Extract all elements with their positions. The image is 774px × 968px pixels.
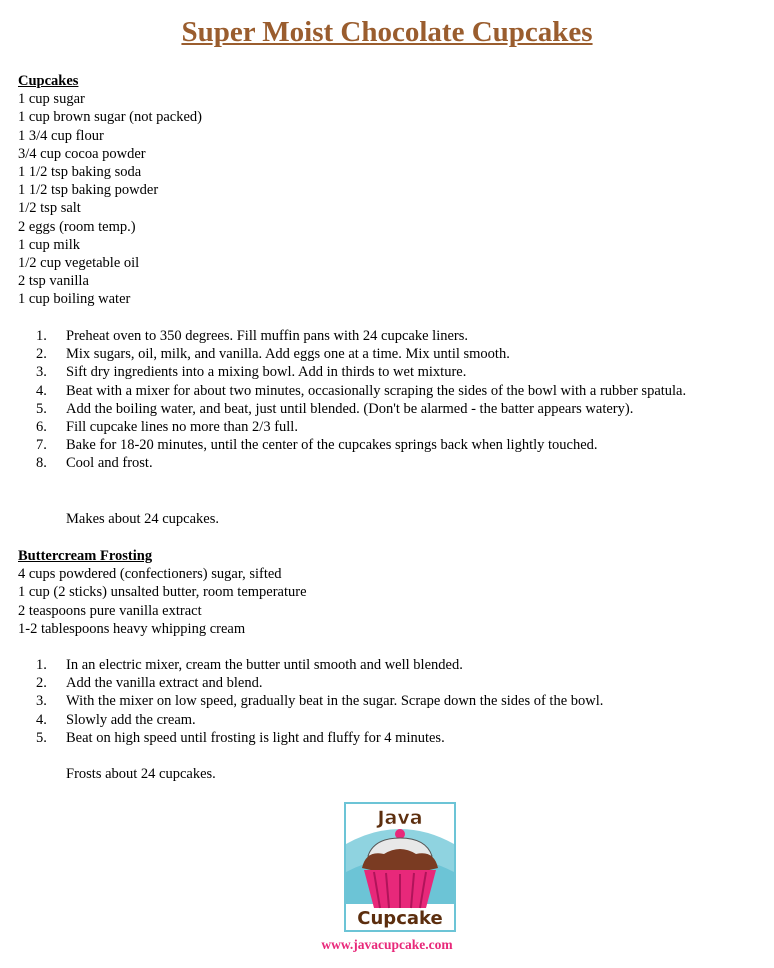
- frosting-yield: Frosts about 24 cupcakes.: [66, 766, 216, 782]
- step-number: 7.: [36, 437, 47, 454]
- frosting-steps-list: [18, 656, 746, 747]
- logo-top-text: Java: [377, 807, 423, 829]
- logo-bottom-text: Cupcake: [357, 908, 443, 929]
- step-item: [18, 656, 746, 674]
- cupcake-logo-icon: [346, 804, 454, 930]
- step-text: Beat on high speed until frosting is light and fluffy for 4 minutes.: [66, 729, 445, 746]
- step-number: 6.: [36, 419, 47, 436]
- step-text: Cool and frost.: [66, 455, 153, 472]
- page-title: Super Moist Chocolate Cupcakes: [181, 16, 593, 48]
- ingredient-item: 1 1/2 tsp baking soda: [18, 164, 142, 181]
- step-text: In an electric mixer, cream the butter until smooth and well blended.: [66, 657, 463, 673]
- step-item: [18, 454, 746, 472]
- step-number: 5.: [36, 729, 47, 746]
- ingredient-item: 1/2 tsp salt: [18, 200, 81, 217]
- cupcakes-steps-list: [18, 327, 746, 473]
- step-number: 8.: [36, 455, 47, 472]
- step-number: 3.: [36, 364, 47, 381]
- website-link[interactable]: www.javacupcake.com: [321, 937, 453, 952]
- cupcakes-ingredients-section: [18, 72, 202, 309]
- ingredient-item: 1 cup boiling water: [18, 291, 131, 308]
- step-item: [18, 418, 746, 436]
- step-text: Add the vanilla extract and blend.: [66, 675, 263, 692]
- step-item: [18, 345, 746, 363]
- step-item: [18, 729, 746, 747]
- step-text: Bake for 18-20 minutes, until the center of the cupcakes springs back when lightly touched.: [66, 437, 598, 454]
- ingredient-item: 1/2 cup vegetable oil: [18, 255, 140, 272]
- ingredient-item: 3/4 cup cocoa powder: [18, 145, 146, 162]
- step-item: [18, 363, 746, 381]
- ingredient-item: 1 cup brown sugar (not packed): [18, 109, 203, 126]
- step-text: Sift dry ingredients into a mixing bowl. Add in thirds to wet mixture.: [66, 364, 467, 381]
- step-number: 4.: [36, 382, 47, 399]
- step-number: 1.: [36, 328, 47, 344]
- step-text: Add the boiling water, and beat, just until blended. (Don't be alarmed - the batter appears watery).: [66, 400, 634, 417]
- ingredient-item: 2 tsp vanilla: [18, 273, 89, 290]
- step-item: [18, 400, 746, 418]
- ingredient-item: 1 cup milk: [18, 236, 81, 253]
- step-text: Beat with a mixer for about two minutes, occasionally scraping the sides of the bowl with a rubber spatula.: [66, 382, 687, 399]
- frosting-heading: Buttercream Frosting: [18, 548, 153, 564]
- step-number: 3.: [36, 693, 47, 710]
- ingredient-item: 4 cups powdered (confectioners) sugar, sifted: [18, 566, 282, 583]
- ingredient-item: 2 teaspoons pure vanilla extract: [18, 602, 202, 619]
- step-number: 2.: [36, 346, 47, 363]
- ingredient-item: 1 cup (2 sticks) unsalted butter, room temperature: [18, 584, 307, 601]
- ingredient-item: 2 eggs (room temp.): [18, 218, 136, 235]
- step-text: Slowly add the cream.: [66, 711, 196, 728]
- step-text: Fill cupcake lines no more than 2/3 full.: [66, 419, 298, 436]
- step-item: [18, 436, 746, 454]
- step-text: With the mixer on low speed, gradually beat in the sugar. Scrape down the sides of the bowl.: [66, 693, 604, 710]
- step-number: 4.: [36, 711, 47, 728]
- step-number: 1.: [36, 657, 47, 673]
- step-number: 2.: [36, 675, 47, 692]
- cupcakes-heading: Cupcakes: [18, 73, 79, 89]
- step-item: [18, 382, 746, 400]
- frosting-ingredients-section: [18, 547, 307, 638]
- ingredient-item: 1 cup sugar: [18, 91, 85, 108]
- step-item: [18, 674, 746, 692]
- step-text: Mix sugars, oil, milk, and vanilla. Add eggs one at a time. Mix until smooth.: [66, 346, 510, 363]
- step-item: [18, 711, 746, 729]
- java-cupcake-logo: [344, 802, 456, 932]
- ingredient-item: 1-2 tablespoons heavy whipping cream: [18, 620, 246, 637]
- step-item: [18, 692, 746, 710]
- ingredient-item: 1 1/2 tsp baking powder: [18, 182, 159, 199]
- step-text: Preheat oven to 350 degrees. Fill muffin pans with 24 cupcake liners.: [66, 328, 469, 344]
- cupcakes-yield: Makes about 24 cupcakes.: [66, 511, 220, 527]
- step-number: 5.: [36, 400, 47, 417]
- ingredient-item: 1 3/4 cup flour: [18, 127, 104, 144]
- step-item: [18, 327, 746, 345]
